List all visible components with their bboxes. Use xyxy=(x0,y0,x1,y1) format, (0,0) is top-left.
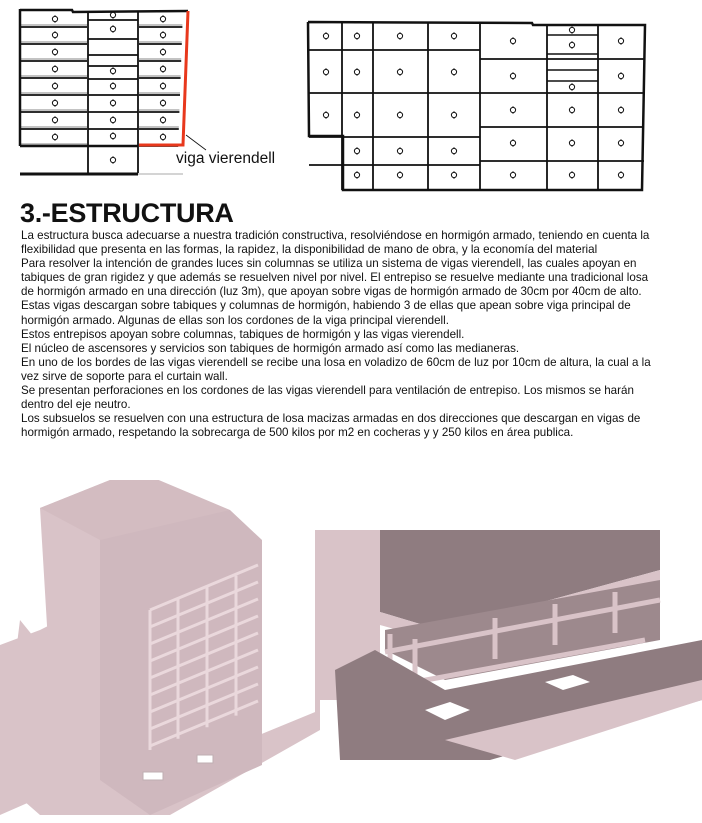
column-marker-icon xyxy=(451,112,456,117)
body-text-line: Se presentan perforaciones en los cordones de las vigas vierendell para ventilación de entrepiso. Los mismos se harán xyxy=(21,384,634,398)
body-text-line: vez sirve de soporte para el curtain wall. xyxy=(21,369,228,383)
body-text-line: El núcleo de ascensores y servicios son tabiques de hormigón armado así como las medianeras. xyxy=(21,341,520,355)
column-marker-icon xyxy=(110,12,115,17)
body-text-line: La estructura busca adecuarse a nuestra tradición constructiva, resolviéndose en hormigón armado, teniendo en cuenta la xyxy=(21,229,650,242)
column-marker-icon xyxy=(397,112,402,117)
column-marker-icon xyxy=(52,83,57,88)
column-marker-icon xyxy=(510,73,515,78)
column-marker-icon xyxy=(397,172,402,177)
column-marker-icon xyxy=(510,140,515,145)
column-marker-icon xyxy=(52,49,57,54)
column-marker-icon xyxy=(451,148,456,153)
column-marker-icon xyxy=(397,69,402,74)
column-marker-icon xyxy=(569,84,574,89)
outline xyxy=(20,10,188,12)
column-marker-icon xyxy=(160,16,165,21)
body-text-line: dentro del eje neutro. xyxy=(21,398,131,412)
column-marker-icon xyxy=(52,117,57,122)
column-marker-icon xyxy=(569,140,574,145)
building-front xyxy=(100,510,262,815)
column-marker-icon xyxy=(618,38,623,43)
column-marker-icon xyxy=(569,42,574,47)
column-marker-icon xyxy=(323,33,328,38)
column-marker-icon xyxy=(160,49,165,54)
column-marker-icon xyxy=(160,117,165,122)
column-marker-icon xyxy=(160,100,165,105)
column-marker-icon xyxy=(110,26,115,31)
column-marker-icon xyxy=(451,172,456,177)
column-marker-icon xyxy=(569,172,574,177)
body-text-line: hormigón armado. Algunas de ellas son los cordones de la viga principal vierendell. xyxy=(21,313,449,327)
body-text-line: hormigón armado, respetando la sobrecarga de 500 kilos por m2 en cocheras y y 250 kilos en área publica. xyxy=(21,426,574,440)
column-marker-icon xyxy=(354,148,359,153)
column-marker-icon xyxy=(618,107,623,112)
column-marker-icon xyxy=(618,140,623,145)
section-body-text xyxy=(21,229,701,440)
body-text-line: En uno de los bordes de las vigas vierendell se recibe una losa en voladizo de 60cm de luz por 10cm de altura, la cual a la xyxy=(21,355,651,369)
column-marker-icon xyxy=(569,27,574,32)
column-marker-icon xyxy=(510,38,515,43)
column-marker-icon xyxy=(323,69,328,74)
column-marker-icon xyxy=(618,73,623,78)
column-marker-icon xyxy=(110,83,115,88)
structure-floor-plan xyxy=(300,0,660,200)
column-marker-icon xyxy=(52,134,57,139)
body-text-line: tabiques de gran rigidez y que además se resuelven nivel por nivel. El entrepiso se resuelve mediante una tradicional losa xyxy=(21,271,649,285)
body-text-line: Estos entrepisos apoyan sobre columnas, tabiques de hormigón y las vigas vierendell. xyxy=(21,327,465,341)
column-marker-icon xyxy=(110,133,115,138)
column-marker-icon xyxy=(160,83,165,88)
body-text-line: flexibilidad que presenta en las formas, la rapidez, la disponibilidad de mano de obra, y la economía del material xyxy=(21,243,598,257)
column-marker-icon xyxy=(451,33,456,38)
column-marker-icon xyxy=(160,32,165,37)
column-marker-icon xyxy=(323,112,328,117)
column-marker-icon xyxy=(397,33,402,38)
column-marker-icon xyxy=(354,33,359,38)
column-marker-icon xyxy=(451,69,456,74)
body-text-line: Los subsuelos se resuelven con una estructura de losa macizas armadas en dos direcciones que descargan en vigas de xyxy=(21,412,641,426)
body-text-line: Estas vigas descargan sobre tabiques y columnas de hormigón, habiendo 3 de ellas que apean sobre viga principal de xyxy=(21,299,631,313)
column-marker-icon xyxy=(569,107,574,112)
column-marker-icon xyxy=(52,100,57,105)
column-marker-icon xyxy=(354,172,359,177)
column-marker-icon xyxy=(160,134,165,139)
column-marker-icon xyxy=(510,172,515,177)
section-title: 3.-ESTRUCTURA xyxy=(20,198,234,228)
viga-vierendell-label: viga vierendell xyxy=(176,150,276,167)
column-marker-icon xyxy=(354,112,359,117)
column-marker-icon xyxy=(52,16,57,21)
leader-line xyxy=(186,135,206,150)
body-text-line: Para resolver la intención de grandes luces sin columnas se utiliza un sistema de vigas vierendell, las cuales apoyan en xyxy=(21,257,637,271)
column-marker-icon xyxy=(618,172,623,177)
body-text-line: de hormigón armado en una dirección (luz 3m), que apoyan sobre vigas de hormigón armado de 30cm por 40cm de alto. xyxy=(21,285,642,299)
structure-elevation-drawing xyxy=(0,0,300,185)
column-marker-icon xyxy=(52,66,57,71)
column-marker-icon xyxy=(510,107,515,112)
skylight xyxy=(143,772,163,780)
column-marker-icon xyxy=(52,32,57,37)
building-3d-render xyxy=(0,480,320,823)
column-marker-icon xyxy=(110,68,115,73)
skylight xyxy=(197,755,213,763)
column-marker-icon xyxy=(110,157,115,162)
vierendell-3d-render xyxy=(315,530,702,760)
column-marker-icon xyxy=(397,148,402,153)
column-marker-icon xyxy=(110,117,115,122)
column-marker-icon xyxy=(110,100,115,105)
column-marker-icon xyxy=(160,66,165,71)
column-marker-icon xyxy=(354,69,359,74)
